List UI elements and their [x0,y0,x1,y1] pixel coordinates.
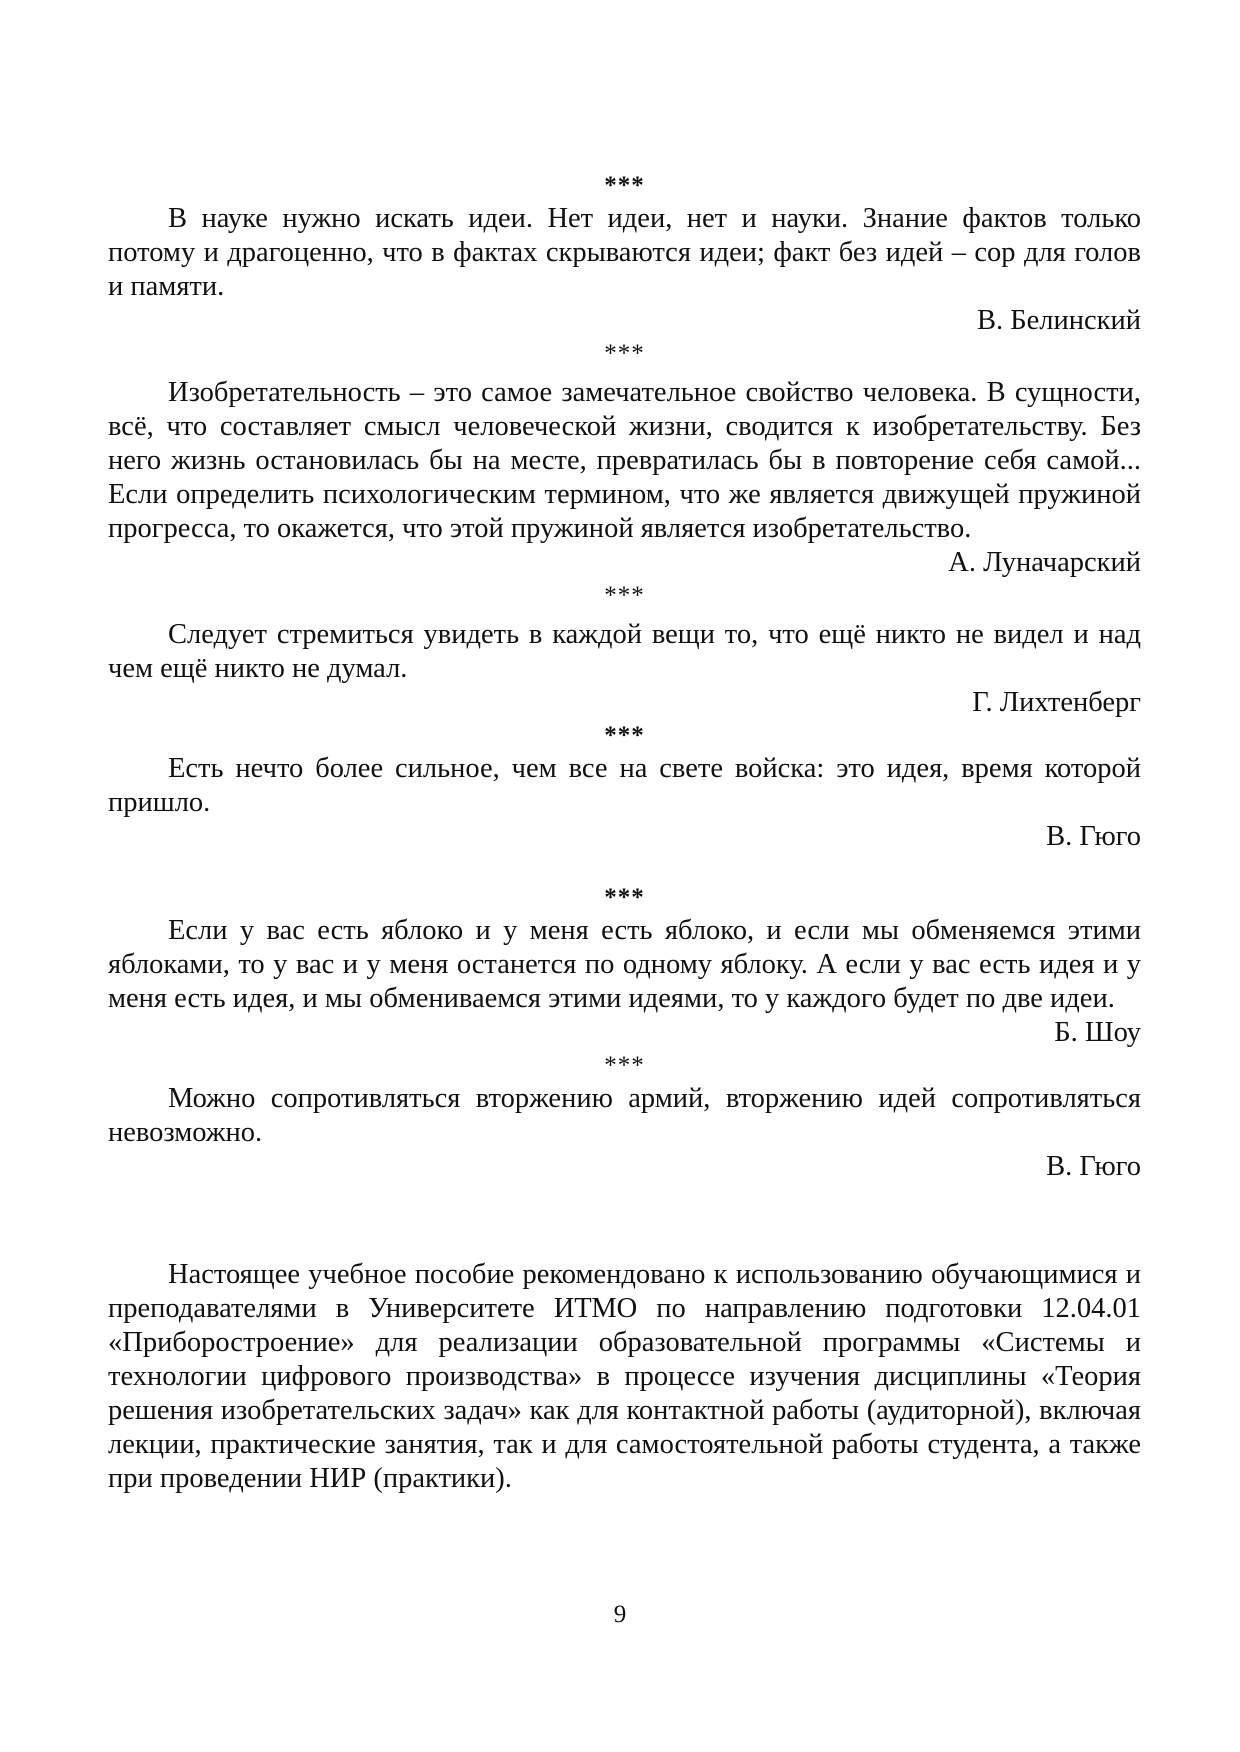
quote-2-text: Изобретательность – это самое замечательное свойство человека. В сущности, всё, что составляет смысл человеческой жизни, сводится к изобретательству. Без него жизнь остановилась бы на месте, превратилась бы в повторение себя самой... Если определить психологическим термином, что же является движущей пружиной прогресса, то окажется, что этой пружиной является изобретательство. [108,377,1141,544]
document-page [108,170,1141,1496]
quote-3-text: Следует стремиться увидеть в каждой вещи то, что ещё никто не видел и над чем ещё никто не думал. [108,619,1141,684]
quote-4-text: Есть нечто более сильное, чем все на свете войска: это идея, время которой пришло. [108,753,1141,818]
separator-3: *** [604,582,645,609]
separator-6: *** [604,1052,645,1079]
separator-4: *** [604,722,645,749]
usage-note: Настоящее учебное пособие рекомендовано к использованию обучающимися и преподавателями в Университете ИТМО по направлению подготовки 12.04.01 «Приборостроение» для реализации образовательной программы «Системы и технологии цифрового производства» в процессе изучения дисциплины «Теория решения изобретательских задач» как для контактной работы (аудиторной), включая лекции, практические занятия, так и для самостоятельной работы студента, а также при проведении НИР (практики). [108,1259,1141,1494]
quote-2-author: А. Луначарский [948,547,1141,578]
separator-2: *** [604,340,645,367]
quote-5-author: Б. Шоу [1054,1017,1141,1048]
quote-1-text: В науке нужно искать идеи. Нет идеи, нет и науки. Знание фактов только потому и драгоценно, что в фактах скрываются идеи; факт без идей – сор для голов и памяти. [108,203,1141,302]
quote-5-text: Если у вас есть яблоко и у меня есть яблоко, и если мы обменяемся этими яблоками, то у вас и у меня останется по одному яблоку. А если у вас есть идея и у меня есть идея, и мы обмениваемся этими идеями, то у каждого будет по две идеи. [108,915,1141,1014]
quote-6-text: Можно сопротивляться вторжению армий, вторжению идей сопротивляться невозможно. [108,1083,1141,1148]
separator-1: *** [604,172,645,199]
quote-1-author: В. Белинский [976,305,1141,336]
quote-6-author: В. Гюго [1046,1151,1141,1182]
separator-5: *** [604,884,645,911]
quote-3-author: Г. Лихтенберг [972,687,1141,718]
page-number: 9 [613,1601,627,1628]
quote-4-author: В. Гюго [1046,821,1141,852]
